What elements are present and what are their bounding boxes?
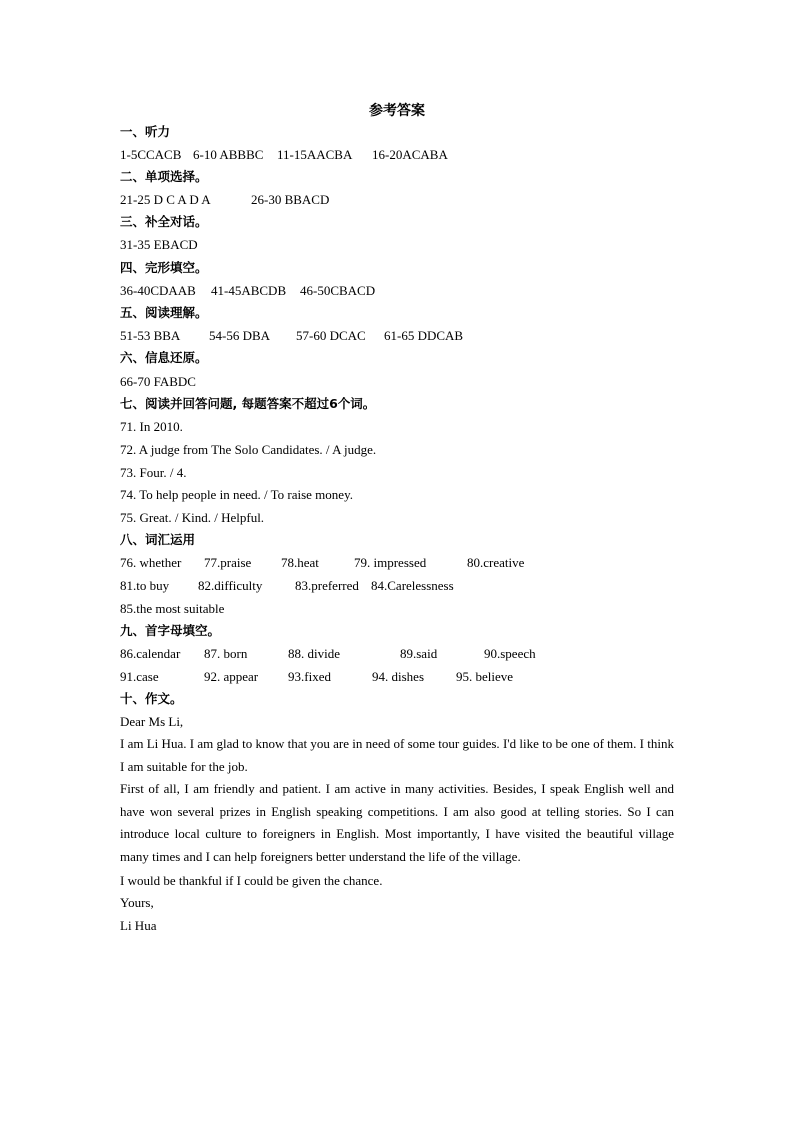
answer-item: 82.difficulty <box>198 578 263 593</box>
answer-item: 88. divide <box>288 646 340 661</box>
answers-vocab-row-1 <box>120 555 680 571</box>
section-heading-listening: 一、听力 <box>120 124 171 139</box>
answer-item: 87. born <box>204 646 248 661</box>
answer-group: 36-40CDAAB <box>120 283 196 298</box>
answer-group: 51-53 BBA <box>120 328 181 343</box>
answer-group: 1-5CCACB <box>120 147 182 162</box>
section-heading-vocabulary: 八、词汇运用 <box>120 532 196 547</box>
answer-group: 21-25 D C A D A <box>120 192 211 207</box>
answer-item: 91.case <box>120 669 159 684</box>
answer-74: 74. To help people in need. / To raise money. <box>120 487 353 502</box>
answer-item: 80.creative <box>467 555 525 570</box>
answer-group: 6-10 ABBBC <box>193 147 264 162</box>
section-heading-dialogue: 三、补全对话。 <box>120 214 208 229</box>
answer-item: 93.fixed <box>288 669 331 684</box>
answer-73: 73. Four. / 4. <box>120 465 187 480</box>
answers-initial-row-1 <box>120 646 680 662</box>
answer-group: 16-20ACABA <box>372 147 448 162</box>
letter-greeting: Dear Ms Li, <box>120 714 184 729</box>
answer-item: 90.speech <box>484 646 536 661</box>
answers-listening <box>120 147 680 163</box>
answers-dialogue: 31-35 EBACD <box>120 237 198 252</box>
answer-72: 72. A judge from The Solo Candidates. / A judge. <box>120 442 377 457</box>
answer-item: 86.calendar <box>120 646 181 661</box>
answers-single-choice <box>120 192 680 208</box>
answer-group: 26-30 BBACD <box>251 192 330 207</box>
section-heading-single-choice: 二、单项选择。 <box>120 169 208 184</box>
answer-item: 78.heat <box>281 555 319 570</box>
section-heading-initial-letter: 九、首字母填空。 <box>120 623 221 638</box>
section-heading-cloze: 四、完形填空。 <box>120 260 208 275</box>
answer-group: 41-45ABCDB <box>211 283 287 298</box>
answers-info-restore: 66-70 FABDC <box>120 374 196 389</box>
letter-paragraph-2: First of all, I am friendly and patient. I am active in many activities. Besides, I speak English well and have won several prizes in English speaking competitions. I am also good at telling stories. So I can introduce local culture to foreigners in English. Most importantly, I have visited the beautiful village many times and I can help foreigners better understand the life of the village. <box>120 781 674 865</box>
answer-item: 79. impressed <box>354 555 427 570</box>
answer-item: 77.praise <box>204 555 252 570</box>
section-heading-read-answer: 七、阅读并回答问题, 每题答案不超过6个词。 <box>120 396 376 411</box>
answers-reading <box>120 328 680 344</box>
answers-vocab-row-3: 85.the most suitable <box>120 601 225 616</box>
answer-item: 92. appear <box>204 669 259 684</box>
answer-item: 89.said <box>400 646 438 661</box>
answer-group: 54-56 DBA <box>209 328 271 343</box>
answer-group: 57-60 DCAC <box>296 328 366 343</box>
letter-closing: Yours, <box>120 895 154 910</box>
answer-group: 61-65 DDCAB <box>384 328 464 343</box>
answer-75: 75. Great. / Kind. / Helpful. <box>120 510 265 525</box>
page-title: 参考答案 <box>369 103 425 119</box>
answer-item: 95. believe <box>456 669 514 684</box>
answer-item: 94. dishes <box>372 669 424 684</box>
section-heading-reading: 五、阅读理解。 <box>120 305 208 320</box>
answer-group: 11-15AACBA <box>277 147 353 162</box>
section-heading-writing: 十、作文。 <box>120 691 183 706</box>
letter-paragraph-1: I am Li Hua. I am glad to know that you are in need of some tour guides. I'd like to be one of them. I think I am suitable for the job. <box>120 736 674 774</box>
answers-initial-row-2 <box>120 669 680 685</box>
answer-item: 81.to buy <box>120 578 170 593</box>
answer-item: 84.Carelessness <box>371 578 454 593</box>
letter-paragraph-3: I would be thankful if I could be given the chance. <box>120 873 383 888</box>
letter-signature: Li Hua <box>120 918 157 933</box>
answer-item: 83.preferred <box>295 578 359 593</box>
answers-cloze <box>120 283 680 299</box>
answer-item: 76. whether <box>120 555 182 570</box>
answers-vocab-row-2 <box>120 578 680 594</box>
section-heading-info-restore: 六、信息还原。 <box>120 350 208 365</box>
answer-71: 71. In 2010. <box>120 419 183 434</box>
answer-group: 46-50CBACD <box>300 283 376 298</box>
